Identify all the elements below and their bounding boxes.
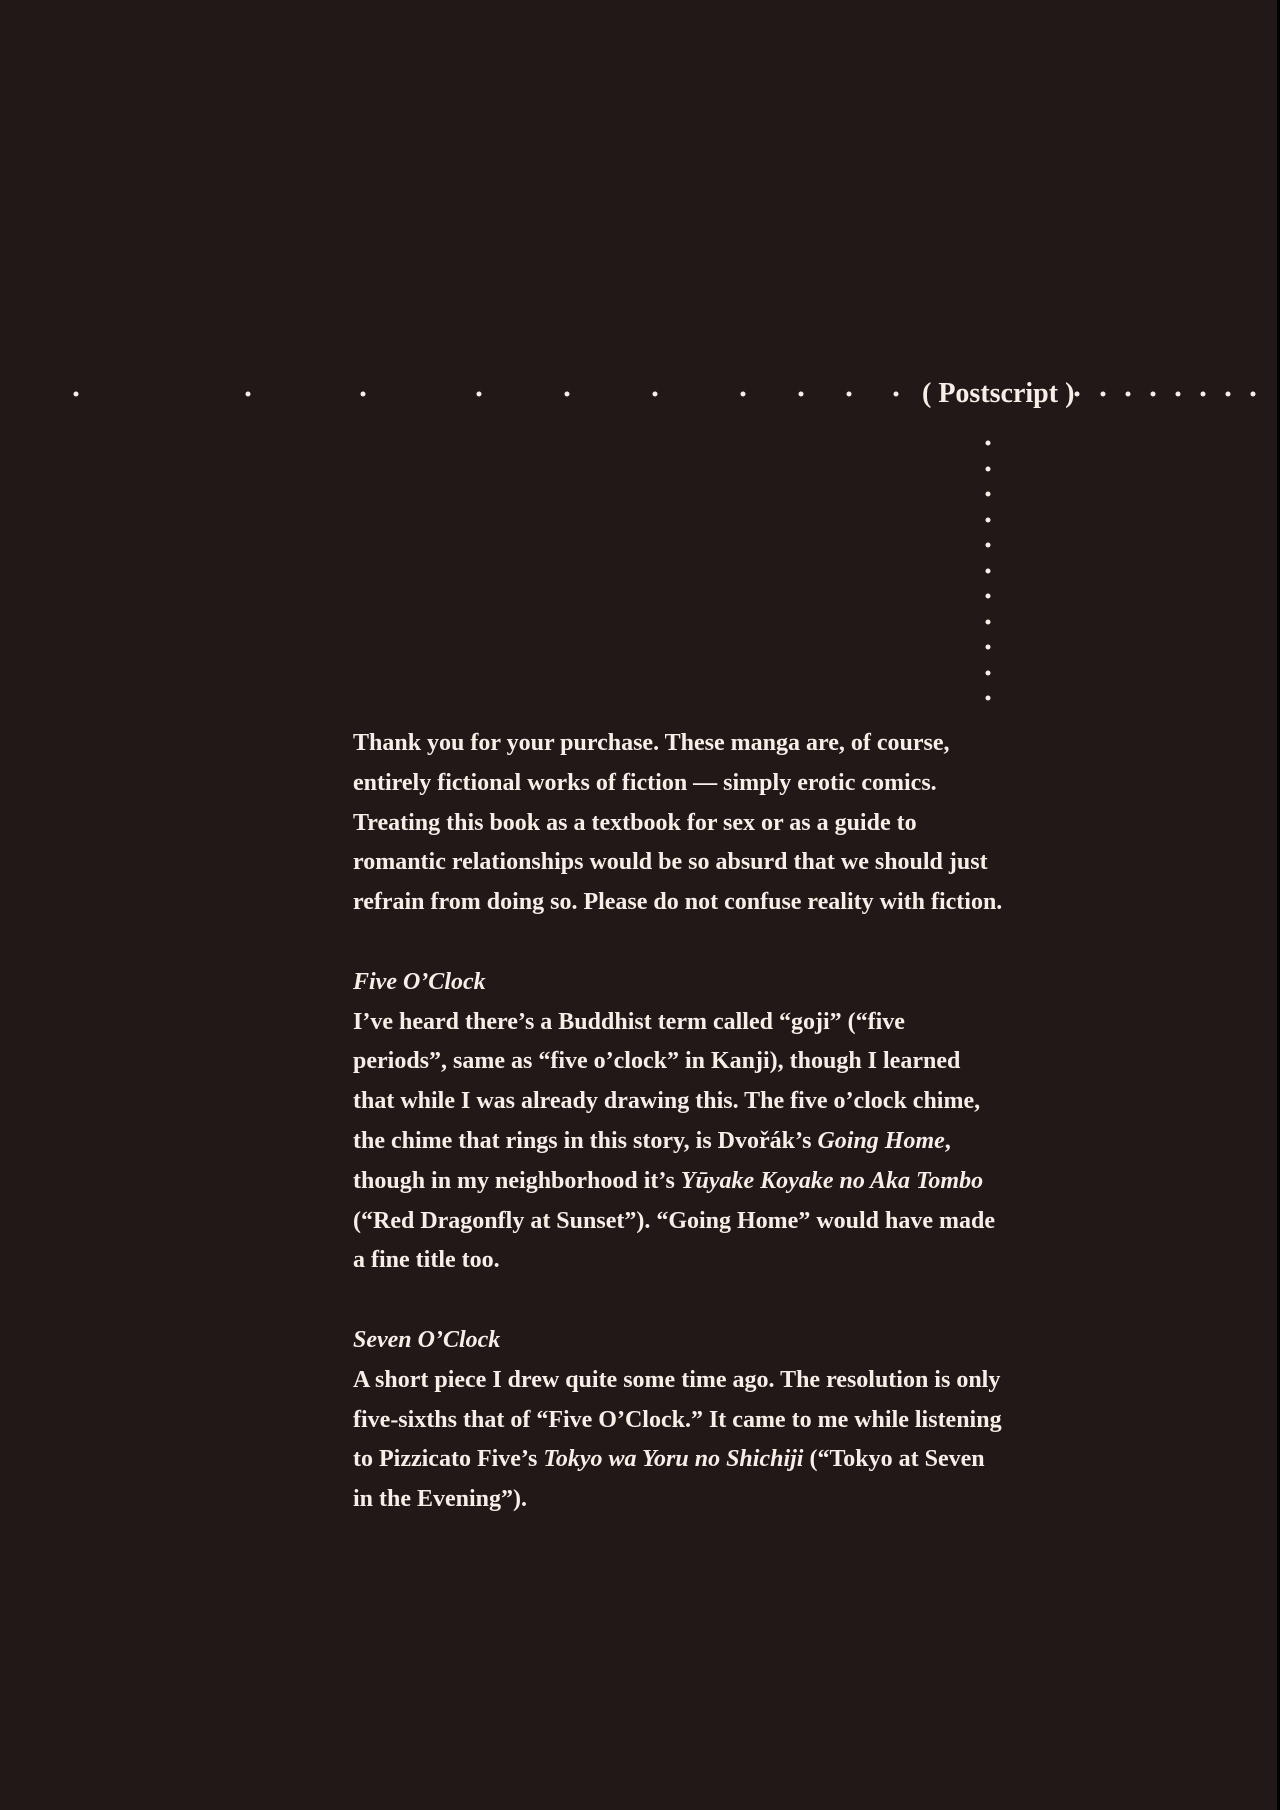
section-paragraph-five-oclock <box>353 1003 1003 1282</box>
dot <box>1201 392 1206 397</box>
dot <box>847 392 852 397</box>
intro-paragraph: Thank you for your purchase. These manga are, of course, entirely fictional works of fiction — simply erotic comics. Treating this book as a textbook for sex or as a guide to romantic relationships would be so absurd that we should just refrain from doing so. Please do not confuse reality with fiction. <box>353 730 1003 916</box>
song-title-going-home: Going Home <box>817 1127 945 1154</box>
dot <box>1251 392 1256 397</box>
dot <box>1176 392 1181 397</box>
dot <box>1226 392 1231 397</box>
text-run: I’ve heard there’s a Buddhist term called “goji” (“five periods”, same as “five o’clock” in Kanji), though I learned that while I was already drawing this. The five o’clock chime, the chime that rings in this story, is Dvořák’s <box>353 1008 981 1154</box>
song-title-yuyake-koyake: Yūyake Koyake no Aka Tombo <box>680 1167 984 1194</box>
text-run: A short piece I drew quite some time ago. The resolution is only five-sixths that of “Five O’Clock.” It came to me while listening to Pizzicato Five’s <box>353 1366 1002 1473</box>
dot <box>1101 392 1106 397</box>
dot <box>741 392 746 397</box>
dot <box>361 392 366 397</box>
dot <box>1151 392 1156 397</box>
dot <box>477 392 482 397</box>
section-paragraph-seven-oclock <box>353 1361 1003 1520</box>
dot <box>653 392 658 397</box>
dot <box>986 543 991 548</box>
text-run: (“Red Dragonfly at Sunset”). “Going Home” would have made a fine title too. <box>353 1207 996 1274</box>
dot <box>1126 392 1131 397</box>
song-title-tokyo-wa-yoru: Tokyo wa Yoru no Shichiji <box>543 1446 804 1473</box>
paragraph-gap <box>353 1281 1003 1321</box>
text-run: (“Tokyo at Seven in the Evening”). <box>353 1446 985 1513</box>
dot <box>565 392 570 397</box>
dot <box>986 441 991 446</box>
dot <box>986 696 991 701</box>
dot <box>894 392 899 397</box>
dot <box>799 392 804 397</box>
text-run: , though in my neighborhood it’s <box>353 1127 951 1194</box>
section-title-seven-oclock: Seven O’Clock <box>353 1326 501 1353</box>
postscript-heading: ( Postscript ) <box>922 378 1075 409</box>
dot <box>1075 392 1080 397</box>
dot <box>986 594 991 599</box>
dot <box>986 517 991 522</box>
dot <box>74 392 79 397</box>
dot <box>986 670 991 675</box>
paragraph-gap <box>353 923 1003 963</box>
dot <box>986 645 991 650</box>
postscript-body <box>353 724 1003 1520</box>
dot <box>246 392 251 397</box>
section-title-five-oclock: Five O’Clock <box>353 968 486 995</box>
dot <box>986 619 991 624</box>
dot <box>986 492 991 497</box>
dot <box>986 568 991 573</box>
dot <box>986 466 991 471</box>
